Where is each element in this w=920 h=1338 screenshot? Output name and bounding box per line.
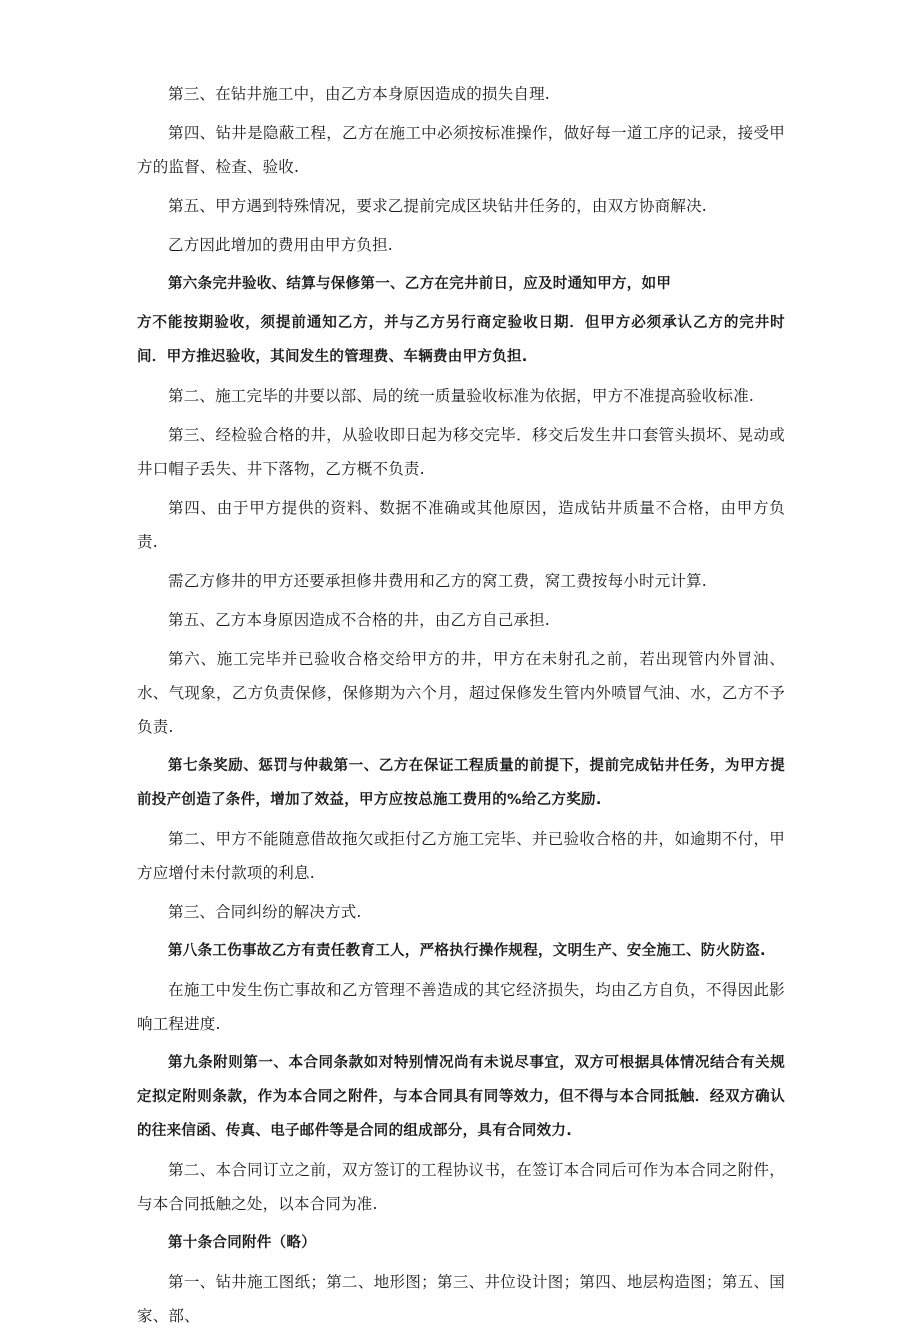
- paragraph: 第二、甲方不能随意借故拖欠或拒付乙方施工完毕、并已验收合格的井，如逾期不付，甲方应增付未付款项的利息.: [137, 830, 785, 882]
- paragraph: 在施工中发生伤亡事故和乙方管理不善造成的其它经济损失，均由乙方自负，不得因此影响工程进度.: [137, 981, 785, 1033]
- paragraph: 第一、钻井施工图纸；第二、地形图；第三、井位设计图；第四、地层构造图；第五、国家、部、: [137, 1273, 785, 1325]
- paragraph: 第四、钻井是隐蔽工程，乙方在施工中必须按标准操作，做好每一道工序的记录，接受甲方的监督、检查、验收.: [137, 124, 785, 176]
- paragraph: 第四、由于甲方提供的资料、数据不准确或其他原因，造成钻井质量不合格，由甲方负责.: [137, 499, 785, 551]
- section-heading-paragraph: 方不能按期验收，须提前通知乙方，并与乙方另行商定验收日期．但甲方必须承认乙方的完井时间．甲方推迟验收，其间发生的管理费、车辆费由甲方负担.: [137, 315, 785, 365]
- paragraph: 第三、经检验合格的井，从验收即日起为移交完毕．移交后发生井口套管头损坏、晃动或井口帽子丢失、井下落物，乙方概不负责.: [137, 426, 785, 478]
- paragraph: 第五、乙方本身原因造成不合格的井，由乙方自己承担.: [168, 611, 550, 629]
- section-heading-paragraph: 第八条工伤事故乙方有责任教育工人，严格执行操作规程，文明生产、安全施工、防火防盗.: [168, 943, 766, 959]
- paragraph: 第二、施工完毕的井要以部、局的统一质量验收标准为依据，甲方不准提高验收标准.: [168, 387, 755, 405]
- paragraph: 第三、合同纠纷的解决方式.: [168, 903, 362, 921]
- paragraph: 第二、本合同订立之前，双方签订的工程协议书，在签订本合同后可作为本合同之附件，与本合同抵触之处，以本合同为准.: [137, 1161, 785, 1213]
- paragraph: 第三、在钻井施工中，由乙方本身原因造成的损失自理.: [168, 85, 550, 103]
- section-heading-paragraph: 第十条合同附件（略）: [168, 1235, 316, 1251]
- paragraph: 乙方因此增加的费用由甲方负担.: [168, 236, 393, 254]
- section-heading-paragraph: 第九条附则第一、本合同条款如对特别情况尚有未说尽事宜，双方可根据具体情况结合有关规定拟定附则条款，作为本合同之附件，与本合同具有同等效力，但不得与本合同抵触．经双方确认的往来信函、传真、电子邮件等是合同的组成部分，具有合同效力.: [137, 1055, 785, 1139]
- section-heading-paragraph: 第七条奖励、惩罚与仲裁第一、乙方在保证工程质量的前提下，提前完成钻井任务，为甲方提前投产创造了条件，增加了效益，甲方应按总施工费用的%给乙方奖励.: [137, 758, 785, 808]
- document-body: [137, 77, 785, 1338]
- section-heading-paragraph: 第六条完井验收、结算与保修第一、乙方在完井前日，应及时通知甲方，如甲: [168, 276, 672, 292]
- paragraph: 需乙方修井的甲方还要承担修井费用和乙方的窝工费，窝工费按每小时元计算.: [168, 572, 707, 590]
- paragraph: 第六、施工完毕并已验收合格交给甲方的井，甲方在未射孔之前，若出现管内外冒油、水、气现象，乙方负责保修，保修期为六个月，超过保修发生管内外喷冒气油、水，乙方不予负责.: [137, 650, 785, 736]
- paragraph: 第五、甲方遇到特殊情况，要求乙提前完成区块钻井任务的，由双方协商解决.: [168, 197, 707, 215]
